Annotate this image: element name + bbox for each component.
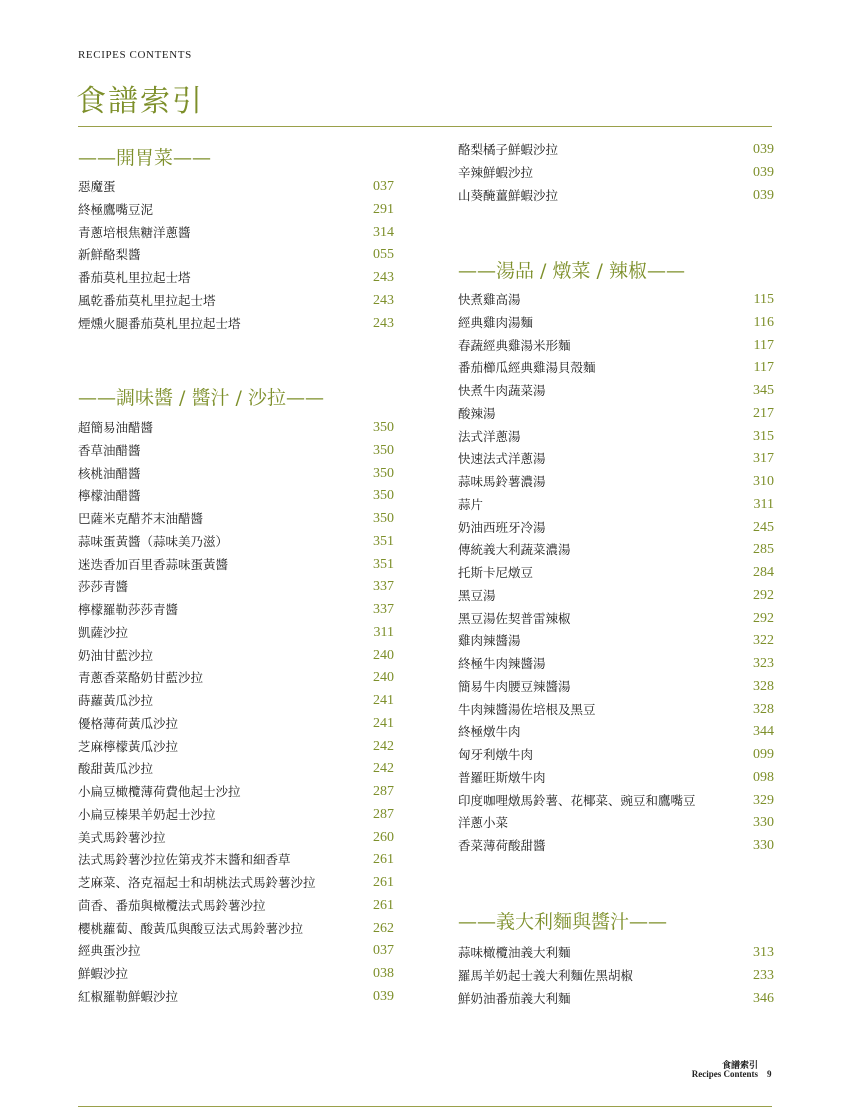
recipe-name: 終極燉牛肉 xyxy=(458,724,521,740)
page-number: 9 xyxy=(767,1069,772,1079)
recipe-page-number: 117 xyxy=(753,337,774,353)
recipe-page-number: 287 xyxy=(373,806,394,822)
recipe-page-number: 242 xyxy=(373,761,394,777)
footer-title-en: Recipes Contents xyxy=(691,1069,758,1079)
recipe-page-number: 345 xyxy=(753,383,774,398)
recipe-name: 奶油西班牙冷湯 xyxy=(458,519,546,535)
recipe-page-number: 261 xyxy=(373,897,394,913)
recipe-page-number: 243 xyxy=(373,315,394,331)
section-title: 調味醬 / 醬汁 / 沙拉 xyxy=(116,387,286,409)
recipe-entry[interactable] xyxy=(78,531,394,553)
recipe-entry[interactable] xyxy=(458,562,774,584)
recipe-page-number: 311 xyxy=(373,624,394,640)
recipe-name: 巴薩米克醋芥末油醋醬 xyxy=(78,511,204,526)
recipe-entry[interactable] xyxy=(458,630,774,652)
recipe-page-number: 261 xyxy=(373,852,394,868)
section-heading-soups xyxy=(458,256,685,283)
recipe-name: 青蔥培根焦糖洋蔥醬 xyxy=(78,224,191,240)
recipe-name: 法式洋蔥湯 xyxy=(458,428,521,444)
recipe-name: 風乾番茄莫札里拉起士塔 xyxy=(78,292,216,308)
recipe-page-number: 245 xyxy=(753,519,774,535)
recipe-page-number: 322 xyxy=(753,633,774,649)
recipe-name: 新鮮酪梨醬 xyxy=(78,247,141,263)
recipe-page-number: 317 xyxy=(753,451,774,467)
recipe-name: 莎莎青醬 xyxy=(78,579,129,595)
recipe-name: 春蔬經典雞湯米形麵 xyxy=(458,337,571,353)
recipe-name: 芝麻檸檬黃瓜沙拉 xyxy=(78,738,179,754)
recipe-page-number: 311 xyxy=(753,496,774,512)
recipe-entry[interactable] xyxy=(458,653,774,675)
recipe-entry[interactable] xyxy=(78,267,394,289)
recipe-entry[interactable] xyxy=(78,713,394,735)
recipe-entry[interactable] xyxy=(78,622,394,644)
recipe-page-number: 240 xyxy=(373,647,394,663)
recipe-entry[interactable] xyxy=(78,827,394,849)
recipe-page-number: 292 xyxy=(753,610,774,626)
recipe-name: 雞肉辣醬湯 xyxy=(458,633,521,649)
recipe-name: 快速法式洋蔥湯 xyxy=(458,451,546,467)
recipe-page-number: 328 xyxy=(753,701,774,717)
recipe-name: 小扁豆榛果羊奶起士沙拉 xyxy=(78,806,216,822)
recipe-page-number: 037 xyxy=(373,179,394,194)
recipe-name: 酸辣湯 xyxy=(458,405,496,421)
recipe-entry[interactable] xyxy=(78,963,394,985)
recipe-entry[interactable] xyxy=(458,539,774,561)
recipe-name: 小扁豆橄欖薄荷費他起士沙拉 xyxy=(78,784,241,799)
recipe-page-number: 240 xyxy=(373,670,394,686)
recipe-page-number: 243 xyxy=(373,292,394,308)
recipe-name: 黑豆湯佐契普雷辣椒 xyxy=(458,610,571,626)
recipe-page-number: 351 xyxy=(373,533,394,549)
recipe-entry[interactable] xyxy=(458,699,774,721)
recipe-name: 核桃油醋醬 xyxy=(78,465,141,481)
recipe-name: 迷迭香加百里香蒜味蛋黃醬 xyxy=(78,556,229,572)
recipe-page-number: 328 xyxy=(753,678,774,694)
recipe-entry[interactable] xyxy=(458,139,774,161)
recipe-page-number: 292 xyxy=(753,587,774,603)
recipe-name: 鮮奶油番茄義大利麵 xyxy=(458,990,571,1006)
recipe-page-number: 117 xyxy=(753,360,774,376)
recipe-entry[interactable] xyxy=(458,517,774,539)
section-heading-sauces-salads xyxy=(78,383,324,410)
heading-dash: —— xyxy=(78,387,116,409)
recipe-page-number: 039 xyxy=(753,142,774,157)
bottom-divider xyxy=(78,1106,772,1107)
recipe-entry[interactable] xyxy=(458,676,774,698)
recipe-entry[interactable] xyxy=(458,357,774,379)
recipe-entry[interactable] xyxy=(458,162,774,184)
recipe-page-number: 284 xyxy=(753,565,774,580)
recipe-name: 牛肉辣醬湯佐培根及黑豆 xyxy=(458,701,596,717)
section-title: 義大利麵與醬汁 xyxy=(496,911,630,933)
recipe-name: 經典雞肉湯麵 xyxy=(458,314,534,330)
section-heading-pasta xyxy=(458,907,667,934)
recipe-name: 奶油甘藍沙拉 xyxy=(78,647,154,663)
recipe-page-number: 330 xyxy=(753,838,774,853)
recipe-page-number: 344 xyxy=(753,724,774,740)
recipe-entry[interactable] xyxy=(78,222,394,244)
recipe-name: 終極鷹嘴豆泥 xyxy=(78,201,154,217)
recipe-name: 茴香、番茄與橄欖法式馬鈴薯沙拉 xyxy=(78,897,266,913)
recipe-page-number: 350 xyxy=(373,488,394,504)
recipe-name: 檸檬羅勒莎莎青醬 xyxy=(78,602,179,617)
recipe-name: 經典蛋沙拉 xyxy=(78,943,141,959)
recipe-page-number: 315 xyxy=(753,428,774,444)
recipe-page-number: 350 xyxy=(373,420,394,435)
recipe-entry[interactable] xyxy=(78,736,394,758)
heading-dash: —— xyxy=(646,260,685,282)
recipe-name: 芝麻菜、洛克福起士和胡桃法式馬鈴薯沙拉 xyxy=(78,875,316,890)
recipe-name: 托斯卡尼燉豆 xyxy=(458,565,534,580)
recipe-name: 印度咖哩燉馬鈴薯、花椰菜、豌豆和鷹嘴豆 xyxy=(458,792,696,808)
recipe-name: 酪梨橘子鮮蝦沙拉 xyxy=(458,142,559,157)
recipe-page-number: 039 xyxy=(753,164,774,180)
recipe-entry[interactable] xyxy=(458,721,774,743)
recipe-entry[interactable] xyxy=(78,872,394,894)
recipe-name: 羅馬羊奶起士義大利麵佐黑胡椒 xyxy=(458,967,634,983)
page-kicker: RECIPES CONTENTS xyxy=(78,49,192,61)
recipe-page-number: 038 xyxy=(373,966,394,981)
recipe-entry[interactable] xyxy=(458,426,774,448)
heading-dash: —— xyxy=(458,911,496,933)
recipe-name: 美式馬鈴薯沙拉 xyxy=(78,829,166,845)
recipe-entry[interactable] xyxy=(78,849,394,871)
recipe-entry[interactable] xyxy=(78,667,394,689)
recipe-page-number: 310 xyxy=(753,474,774,489)
heading-dash: —— xyxy=(458,260,496,282)
recipe-page-number: 329 xyxy=(753,792,774,808)
recipe-page-number: 241 xyxy=(373,693,394,708)
recipe-name: 法式馬鈴薯沙拉佐第戎芥末醬和細香草 xyxy=(78,852,291,868)
recipe-name: 蒜味橄欖油義大利麵 xyxy=(458,945,571,960)
recipe-page-number: 337 xyxy=(373,602,394,617)
recipe-entry[interactable] xyxy=(78,918,394,940)
recipe-entry[interactable] xyxy=(78,199,394,221)
recipe-entry[interactable] xyxy=(78,781,394,803)
recipe-name: 紅椒羅勒鮮蝦沙拉 xyxy=(78,988,179,1004)
recipe-page-number: 039 xyxy=(373,988,394,1004)
recipe-entry[interactable] xyxy=(78,244,394,266)
recipe-entry[interactable] xyxy=(78,417,394,439)
recipe-entry[interactable] xyxy=(458,289,774,311)
recipe-entry[interactable] xyxy=(78,440,394,462)
recipe-page-number: 350 xyxy=(373,442,394,458)
recipe-page-number: 262 xyxy=(373,920,394,936)
recipe-name: 檸檬油醋醬 xyxy=(78,488,141,504)
recipe-page-number: 039 xyxy=(753,187,774,203)
recipe-entry[interactable] xyxy=(458,312,774,334)
recipe-page-number: 115 xyxy=(753,292,774,307)
recipe-entry[interactable] xyxy=(78,554,394,576)
recipe-entry[interactable] xyxy=(458,185,774,207)
recipe-page-number: 346 xyxy=(753,990,774,1006)
recipe-entry[interactable] xyxy=(458,403,774,425)
recipe-entry[interactable] xyxy=(78,576,394,598)
recipe-entry[interactable] xyxy=(458,812,774,834)
recipe-entry[interactable] xyxy=(78,940,394,962)
recipe-page-number: 314 xyxy=(373,224,394,240)
recipe-entry[interactable] xyxy=(458,965,774,987)
recipe-entry[interactable] xyxy=(458,471,774,493)
recipe-name: 番茄櫛瓜經典雞湯貝殼麵 xyxy=(458,360,596,376)
recipe-name: 青蔥香菜酪奶甘藍沙拉 xyxy=(78,670,204,686)
section-title: 開胃菜 xyxy=(116,147,174,169)
recipe-name: 簡易牛肉腰豆辣醬湯 xyxy=(458,678,571,694)
recipe-entry[interactable] xyxy=(458,942,774,964)
recipe-page-number: 351 xyxy=(373,556,394,572)
recipe-page-number: 241 xyxy=(373,715,394,731)
recipe-entry[interactable] xyxy=(458,835,774,857)
recipe-name: 蒔蘿黃瓜沙拉 xyxy=(78,693,154,708)
recipe-page-number: 261 xyxy=(373,875,394,890)
recipe-name: 櫻桃蘿蔔、酸黃瓜與酸豆法式馬鈴薯沙拉 xyxy=(78,920,304,936)
recipe-name: 鮮蝦沙拉 xyxy=(78,966,129,981)
recipe-name: 煙燻火腿番茄莫札里拉起士塔 xyxy=(78,315,241,331)
recipe-entry[interactable] xyxy=(78,463,394,485)
recipe-entry[interactable] xyxy=(458,380,774,402)
recipe-page-number: 055 xyxy=(373,247,394,263)
recipe-entry[interactable] xyxy=(458,448,774,470)
footer-title-cn: 食譜索引 xyxy=(721,1061,758,1071)
recipe-name: 快煮雞高湯 xyxy=(458,292,521,307)
recipe-name: 蒜片 xyxy=(458,496,484,512)
recipe-name: 快煮牛肉蔬菜湯 xyxy=(458,383,546,398)
recipe-entry[interactable] xyxy=(78,758,394,780)
recipe-entry[interactable] xyxy=(78,485,394,507)
recipe-name: 優格薄荷黃瓜沙拉 xyxy=(78,715,179,731)
recipe-name: 終極牛肉辣醬湯 xyxy=(458,656,546,671)
recipe-page-number: 243 xyxy=(373,270,394,285)
recipe-name: 匈牙利燉牛肉 xyxy=(458,747,534,762)
recipe-entry[interactable] xyxy=(78,804,394,826)
recipe-name: 惡魔蛋 xyxy=(78,179,116,194)
recipe-entry[interactable] xyxy=(78,645,394,667)
recipe-name: 洋蔥小菜 xyxy=(458,815,509,831)
recipe-name: 辛辣鮮蝦沙拉 xyxy=(458,164,534,180)
recipe-name: 香菜薄荷酸甜醬 xyxy=(458,838,546,853)
recipe-name: 香草油醋醬 xyxy=(78,442,141,458)
page-title: 食譜索引 xyxy=(76,84,204,119)
recipe-page-number: 098 xyxy=(753,769,774,785)
recipe-entry[interactable] xyxy=(458,608,774,630)
recipe-name: 普羅旺斯燉牛肉 xyxy=(458,769,546,785)
recipe-page-number: 233 xyxy=(753,967,774,983)
recipe-entry[interactable] xyxy=(458,585,774,607)
recipe-page-number: 313 xyxy=(753,945,774,960)
recipe-page-number: 217 xyxy=(753,405,774,421)
recipe-entry[interactable] xyxy=(78,290,394,312)
recipe-page-number: 260 xyxy=(373,829,394,845)
recipe-page-number: 287 xyxy=(373,784,394,799)
recipe-name: 凱薩沙拉 xyxy=(78,624,129,640)
section-heading-appetizers xyxy=(78,143,211,170)
section-title: 湯品 / 燉菜 / 辣椒 xyxy=(496,260,647,282)
recipe-page-number: 285 xyxy=(753,542,774,558)
recipe-entry[interactable] xyxy=(458,767,774,789)
recipe-entry[interactable] xyxy=(458,335,774,357)
recipe-page-number: 350 xyxy=(373,465,394,481)
heading-dash: —— xyxy=(285,387,324,409)
heading-dash: —— xyxy=(629,911,668,933)
recipe-entry[interactable] xyxy=(458,790,774,812)
recipe-entry[interactable] xyxy=(78,313,394,335)
recipe-page-number: 330 xyxy=(753,815,774,831)
recipe-entry[interactable] xyxy=(78,176,394,198)
recipe-entry[interactable] xyxy=(78,895,394,917)
recipe-entry[interactable] xyxy=(458,744,774,766)
recipe-entry[interactable] xyxy=(78,986,394,1008)
recipe-name: 傳統義大利蔬菜濃湯 xyxy=(458,542,571,558)
recipe-name: 酸甜黃瓜沙拉 xyxy=(78,761,154,777)
recipe-name: 黑豆湯 xyxy=(458,587,496,603)
recipe-name: 番茄莫札里拉起士塔 xyxy=(78,270,191,285)
recipe-page-number: 337 xyxy=(373,579,394,595)
recipe-page-number: 037 xyxy=(373,943,394,959)
recipe-name: 超簡易油醋醬 xyxy=(78,420,154,435)
heading-dash: —— xyxy=(78,147,116,169)
recipe-entry[interactable] xyxy=(78,508,394,530)
recipe-entry[interactable] xyxy=(458,494,774,516)
recipe-name: 蒜味馬鈴薯濃湯 xyxy=(458,474,546,489)
recipe-entry[interactable] xyxy=(78,599,394,621)
top-divider xyxy=(78,126,772,127)
recipe-name: 山葵醃薑鮮蝦沙拉 xyxy=(458,187,559,203)
recipe-page-number: 350 xyxy=(373,511,394,526)
recipe-page-number: 116 xyxy=(753,314,774,330)
recipe-name: 蒜味蛋黃醬（蒜味美乃滋） xyxy=(78,533,229,549)
recipe-page-number: 291 xyxy=(373,201,394,217)
heading-dash: —— xyxy=(173,147,212,169)
recipe-entry[interactable] xyxy=(78,690,394,712)
recipe-page-number: 323 xyxy=(753,656,774,671)
recipe-entry[interactable] xyxy=(458,988,774,1010)
recipe-page-number: 242 xyxy=(373,738,394,754)
recipe-page-number: 099 xyxy=(753,747,774,762)
